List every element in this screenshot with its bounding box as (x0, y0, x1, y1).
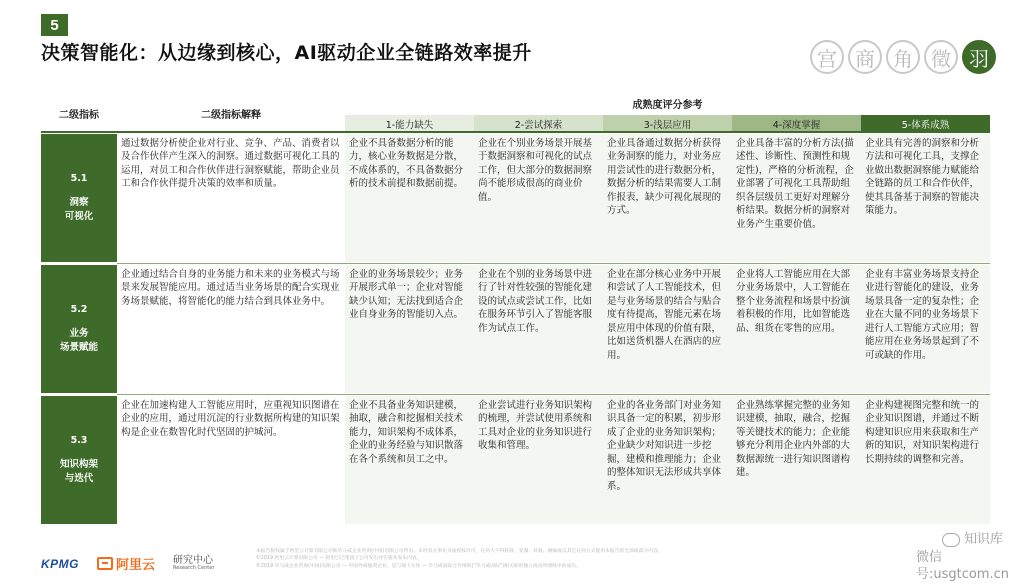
pentatonic-scale-indicator (810, 40, 996, 74)
scale-char-gong: 宫 (810, 40, 844, 74)
scale-char-shang: 商 (848, 40, 882, 74)
wechat-icon (942, 533, 960, 547)
scale-char-jue: 角 (886, 40, 920, 74)
header-level2-description: 二级指标解释 (201, 110, 261, 121)
wechat-watermark (916, 531, 1031, 584)
header-divider (41, 131, 990, 133)
scale-char-zhi: 徵 (924, 40, 958, 74)
row-label-knowledge-architecture (41, 396, 117, 524)
level-header-1: 1-能力缺失 (345, 115, 474, 132)
maturity-cell: 企业尝试进行业务知识架构的梳理，并尝试使用系统和工具对企业的业务知识进行收集和管理。 (474, 396, 603, 524)
maturity-cell: 企业构建视图完整和统一的企业知识图谱，并通过不断构建知识应用来获取和生产新的知识，对知识架构进行长期持续的调整和完善。 (861, 396, 990, 524)
legal-line: 本报告版权属于阿里云计算有限公司和毕马威企业咨询(中国)有限公司所有。未经双方事先书面授权许可，任何人不得转载、复制、转载、摘编或以其它任何方式使用本报告的全部或部分内容。 (256, 549, 663, 554)
row-name-line1: 知识构架 (59, 459, 98, 471)
watermark-account: 微信号:usgtcom.cn (916, 549, 1010, 583)
level-header-3: 3-浅层应用 (603, 115, 732, 132)
row-label-insight-visualization (41, 134, 117, 262)
maturity-cell: 企业有丰富业务场景支持企业进行智能化的建设，业务场景具备一定的复杂性；企业在大量不同的业务场景下进行人工智能方式应用；智能应用在业务场景起到了不可或缺的作用。 (861, 265, 990, 393)
page-title: 决策智能化：从边缘到核心，AI驱动企业全链路效率提升 (41, 42, 532, 64)
maturity-cell: 企业在个别的业务场景中进行了针对性较强的智能化建设的试点或尝试工作，比如在服务环节引入了智能客服作为试点工作。 (474, 265, 603, 393)
maturity-cell: 企业的业务场景较少；业务开展形式单一；企业对智能缺少认知；无法找到适合企业自身业务的智能切入点。 (345, 265, 474, 393)
row-description: 通过数据分析使企业对行业、竞争、产品、消费者以及合作伙伴产生深入的洞察。通过数据可视化工具的运用，对员工和合作伙伴进行洞察赋能，帮助企业员工和合作伙伴提升决策的效率和质量。 (121, 138, 340, 190)
level-header-5: 5-体系成熟 (861, 115, 990, 132)
maturity-cell: 企业具备丰富的分析方法(描述性、诊断性、预测性和规定性)，严格的分析流程，企业部署了可视化工具帮助组织各层级员工更好对理解分析结果。数据分析的洞察对业务产生重要价值。 (732, 134, 861, 262)
page-number: 5 (41, 14, 68, 36)
maturity-cell: 企业在部分核心业务中开展和尝试了人工智能技术，但是与业务场景的结合与贴合度有待提高，智能元素在场景应用中体现的价值有限，比如送货机器人在酒店的应用。 (603, 265, 732, 393)
row-name-line2: 场景赋能 (59, 341, 98, 353)
watermark-title: 知识库 (964, 532, 1004, 547)
legal-line: ©2019 毕马威企业咨询(中国)有限公司 — 中国外商独资企业，是与瑞士实体 — 毕马威国际合作组织(“毕马威国际”)相关联的独立成员所网络中的成员。 (256, 563, 581, 569)
row-divider (117, 263, 990, 264)
row-name-line1: 洞察 (69, 197, 89, 209)
aliyun-logo (97, 554, 155, 573)
footer-legal-text (256, 548, 816, 570)
research-center-cn: 研究中心 (173, 555, 214, 567)
aliyun-wordmark: 阿里云 (116, 558, 156, 573)
header-maturity-reference: 成熟度评分参考 (632, 100, 703, 111)
row-description: 企业在加速构建人工智能应用时，应重视知识图谱在企业的应用，通过用沉淀的行业数据所构建的知识架构是企业在数智化时代坚固的护城河。 (121, 400, 340, 438)
level-header-2: 2-尝试探索 (474, 115, 603, 132)
row-name-line1: 业务 (69, 328, 89, 340)
research-center-label (173, 555, 214, 572)
maturity-cell: 企业熟练掌握完整的业务知识建模，抽取，融合，挖掘等关键技术的能力；企业能够充分利用企业内外部的大数据源统一进行知识图谱构建。 (732, 396, 861, 524)
row-code: 5.2 (70, 304, 88, 316)
row-divider (117, 394, 990, 395)
row-name-line2: 可视化 (64, 210, 94, 222)
row-code: 5.3 (70, 435, 88, 447)
research-center-en: Research Center (173, 565, 215, 572)
footer-logos (41, 554, 214, 573)
maturity-cell: 企业具有完善的洞察和分析方法和可视化工具，支撑企业做出数据洞察能力赋能给全链路的员工和合作伙伴，使其具备基于洞察的智能决策能力。 (861, 134, 990, 262)
maturity-cell: 企业具备通过数据分析获得业务洞察的能力，对业务应用尝试性的进行数据分析，数据分析的结果需要人工制作报表，缺少可视化展现的方式。 (603, 134, 732, 262)
maturity-cell: 企业不具备数据分析的能力，核心业务数据是分散，不成体系的，不具备数据分析的技术前提和数据前提。 (345, 134, 474, 262)
row-name-line2: 与迭代 (64, 472, 94, 484)
level-header-4: 4-深度掌握 (732, 115, 861, 132)
row-label-business-scenario (41, 265, 117, 393)
maturity-cell: 企业的各业务部门对业务知识具备一定的积累，初步形成了企业的业务知识架构；企业缺少对知识进一步挖掘，建模和推理能力；企业的整体知识无法形成共享体系。 (603, 396, 732, 524)
scale-char-yu: 羽 (962, 40, 996, 74)
aliyun-mark-icon (97, 557, 113, 570)
kpmg-logo: KPMG (41, 556, 79, 571)
maturity-cell: 企业在个别业务场景开展基于数据洞察和可视化的试点工作，但大部分的数据洞察尚不能形成很高的商业价值。 (474, 134, 603, 262)
header-level2-indicator: 二级指标 (59, 110, 99, 121)
legal-line: ©2019 阿里云计算有限公司 — 阿里巴巴集团下公司发出并实施本发布内容。 (256, 556, 422, 562)
maturity-cell: 企业将人工智能应用在大部分业务场景中，人工智能在整个业务流程和场景中扮演着积极的作用，比如智能选品、组货在零售的应用。 (732, 265, 861, 393)
row-code: 5.1 (70, 173, 88, 185)
maturity-cell: 企业不具备业务知识建模，抽取，融合和挖掘相关技术能力，知识架构不成体系，企业的业务经验与知识散落在各个系统和员工之中。 (345, 396, 474, 524)
row-description: 企业通过结合自身的业务能力和未来的业务模式与场景来发展智能应用。通过适当业务场景的配合实现业务场景赋能，将智能化的能力结合到具体业务中。 (121, 269, 340, 307)
